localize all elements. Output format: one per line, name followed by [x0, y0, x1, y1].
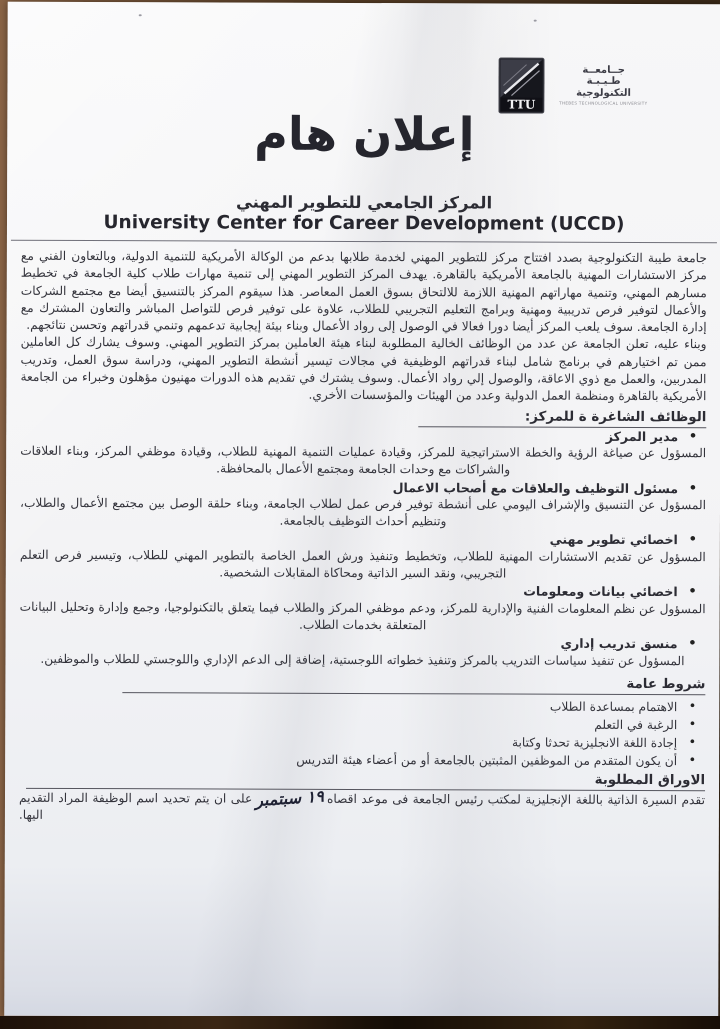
conditions-heading-underline — [122, 692, 705, 695]
job-title — [20, 477, 706, 497]
university-name-ar: طـيـبـة — [586, 76, 621, 88]
intro-paragraph-2: وبناء عليه، تعلن الجامعة عن عدد من الوظائف الخالية المطلوبة لبناء هيئة العاملين بمركز التطوير المهني. وسوف يشارك كل العاملين ممن تم اختيارهم في برنامج شامل لبناء قدراتهم الوظيفية في مجالات تيسير أنشطة التطوير المهني، ودراسة سوق العمل، وتدريب المدربين، والعمل مع ذوي الاعاقة، والوصول إلي رواد الأعمال. وسوف يشترك في تقديم هذه الدورات مهنيون مؤهلون وخبراء من الجامعة الأمريكية بالقاهرة ومنظمة العمل الدولية وعدد من الهيئات والمؤسسات الأخري. — [20, 335, 707, 404]
bullet-icon: • — [688, 480, 698, 496]
condition-item — [19, 750, 705, 770]
job-title-label: مسئول التوظيف والعلاقات مع أصحاب الاعمال — [392, 479, 679, 496]
job-description: المسؤول عن التنسيق والإشراف اليومي على أنشطة توفير فرص عمل لطلاب الجامعة، وبناء حلقة الوصل بين مجتمع الأعمال والطلاب، وتنظيم أحداث التوظيف بالجامعة. — [19, 495, 707, 529]
job-title-label: اخصائي تطوير مهني — [549, 532, 678, 548]
desk-edge — [0, 1016, 720, 1029]
job-title — [20, 425, 706, 445]
center-name-english: University Center for Career Development (UCCD) — [103, 212, 625, 235]
condition-label: إجادة اللغة الانجليزية تحدثا وكتابة — [511, 735, 678, 750]
condition-item — [19, 696, 705, 716]
job-description: المسؤول عن تقديم الاستشارات المهنية للطلاب، وتخطيط وتنفيذ ورش العمل الخاصة بالتطوير المهني للطلاب، وتيسير فرص التعلم التجريبي، ونقد السير الذاتية ومحاكاة المقابلات الشخصية. — [19, 547, 706, 581]
job-title — [20, 529, 706, 549]
center-name-arabic: المركز الجامعي للتطوير المهني — [235, 192, 493, 213]
document-paper — [4, 2, 720, 1018]
bullet-icon: • — [688, 584, 697, 600]
job-description: المسؤول عن تنفيذ سياسات التدريب بالمركز وتنفيذ خطواته اللوجستية، إضافة إلى الدعم الإداري واللوجستي للطلاب والموظفين. — [40, 651, 685, 668]
job-title — [20, 581, 706, 601]
bullet-icon: • — [688, 532, 697, 548]
job-title — [20, 633, 706, 653]
intro-paragraph-1: جامعة طيبة التكنولوجية بصدد افتتاح مركز للتطوير المهني لخدمة طلابها بدعم من الوكالة الأمريكية للتنمية الدولية، وبالتعاون الفني مع مركز الاستشارات المهنية بالجامعة الأمريكية بالقاهرة. يهدف المركز التطوير المهني إلى تنمية مهارات طلاب كلية الجامعة في تخطيط مسارهم المهني، وتنمية مهاراتهم المهنية اللازمة للالتحاق بسوق العمل المعاصر. هذا سيقوم المركز بالتنسيق أيضا مع مجتمع الشركات والأعمال لتوفير فرص تدريبية ومهنية وبرامج التعليم التجريبي للطلاب، علاوة على توفير فرص للتواصل المباشر والتعاون المشترك مع إدارة الجامعة. سوف يلعب المركز أيضا دورا فعالا في الوصول إلى رواد الأعمال وبناء بيئة إيجابية تدعمهم وتنمي قدراتهم وتحسن نتائجهم. — [20, 248, 707, 335]
university-name-en: THEBES TECHNOLOGICAL UNIVERSITY — [559, 101, 648, 107]
bullet-icon: • — [688, 636, 697, 652]
header-divider — [11, 240, 717, 243]
job-description: المسؤول عن صياغة الرؤية والخطة الاستراتيجية للمركز، وقيادة عمليات التنمية المهنية للطلاب، وقيادة موظفي المركز، وبناء العلاقات والشراكات مع وحدات الجامعة ومجتمع الأعمال بالمحافظة. — [20, 443, 707, 477]
condition-label: الرغبة في التعلم — [594, 717, 678, 732]
document-content — [4, 2, 720, 1018]
vacancies-heading: الوظائف الشاغرة ة للمركز: — [524, 409, 707, 425]
job-description: المسؤول عن نظم المعلومات الفنية والإدارية للمركز، ودعم موظفي المركز والطلاب فيما يتعلق بالتكنولوجيا، وجمع وإدارة وتحليل البيانات المتعلقة بخدمات الطلاب. — [19, 599, 706, 633]
job-title-label: اخصائي بيانات ومعلومات — [523, 583, 678, 600]
documents-instruction — [18, 786, 706, 828]
handwritten-deadline-date: ١٩ سبتمبر — [254, 786, 325, 810]
announcement-title: إعلان هام — [254, 106, 475, 162]
vacancies-list — [19, 425, 706, 670]
job-title-label: مدير المركز — [605, 428, 679, 444]
bullet-icon: • — [688, 752, 697, 768]
conditions-list — [19, 696, 705, 770]
bullet-icon: • — [688, 734, 697, 750]
svg-text:TTU: TTU — [507, 97, 536, 112]
condition-label: أن يكون المتقدم من الموظفين المثبتين بالجامعة أو من أعضاء هيئة التدريس — [296, 752, 678, 768]
university-name-ar: جــامعــة — [582, 64, 625, 76]
bullet-icon: • — [688, 716, 697, 732]
documents-heading: الاوراق المطلوبة — [594, 772, 706, 789]
university-name-ar: التكنولوجية — [576, 87, 632, 99]
bullet-icon: • — [688, 698, 697, 714]
condition-item — [19, 714, 705, 734]
documents-text-after-date: على ان يتم تحديد اسم الوظيفة المراد التقديم اليها. — [18, 790, 253, 823]
condition-item — [19, 732, 705, 752]
job-title-label: منسق تدريب إداري — [560, 635, 678, 652]
documents-text-before-date: تقدم السيرة الذاتية باللغة الإنجليزية لمكتب رئيس الجامعة فى موعد اقصاه — [326, 791, 706, 808]
condition-label: الاهتمام بمساعدة الطلاب — [549, 699, 678, 714]
conditions-heading: شروط عامة — [626, 676, 706, 693]
bullet-icon: • — [688, 428, 698, 444]
